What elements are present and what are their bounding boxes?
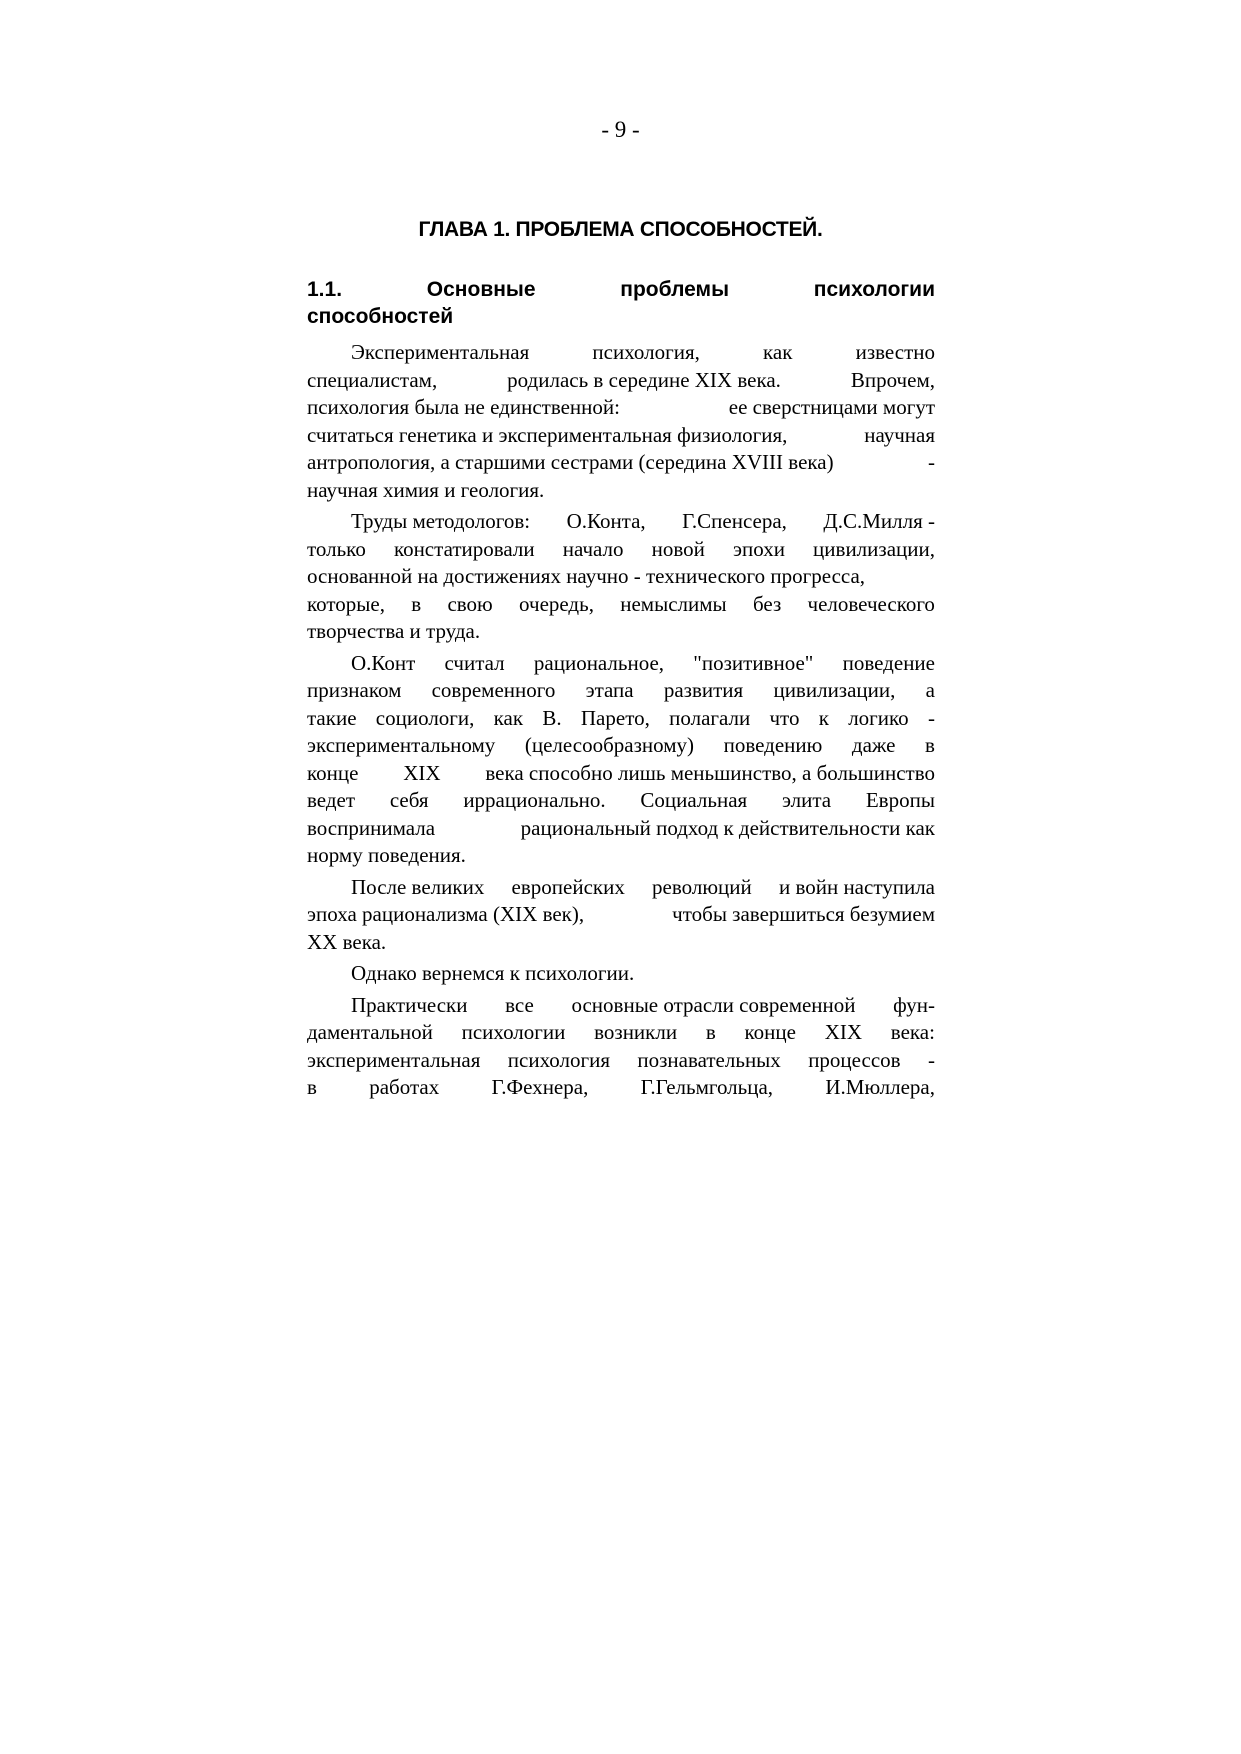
text-line — [307, 842, 935, 870]
text-segment: элита — [781, 788, 832, 812]
text-segment: немыслимы — [620, 591, 727, 616]
text-segment: научная — [864, 422, 935, 447]
text-segment: без — [752, 591, 782, 616]
text-segment: логико — [848, 705, 909, 730]
text-segment: к — [818, 705, 829, 730]
text-segment: европейских — [511, 874, 625, 899]
text-segment: XIX — [824, 1020, 863, 1044]
text-segment: в — [307, 1075, 317, 1099]
text-line — [307, 449, 935, 477]
text-segment: В. — [542, 705, 562, 730]
text-segment: О.Конта, — [566, 509, 646, 533]
section-heading-word: Основные — [426, 278, 536, 301]
text-segment: чтобы завершиться безумием — [672, 902, 935, 926]
text-segment: цивилизации, — [773, 678, 896, 702]
text-segment: эпохи — [732, 536, 785, 561]
text-segment: констатировали — [393, 536, 535, 561]
section-heading-line: способностей — [307, 305, 454, 328]
text-segment: - — [927, 1047, 935, 1072]
text-line — [307, 1019, 935, 1047]
text-segment: экспериментальная — [307, 1047, 481, 1072]
text-line — [307, 874, 935, 902]
text-segment: как — [493, 705, 524, 730]
text-line — [307, 339, 935, 367]
text-segment: психология — [507, 1047, 610, 1072]
text-segment: психология была не единственной: — [307, 395, 620, 419]
text-segment: революций — [652, 874, 752, 899]
text-line — [307, 1047, 935, 1075]
text-segment: Практически — [351, 992, 468, 1017]
text-segment: (целесообразному) — [524, 733, 694, 757]
body-text — [307, 339, 935, 1106]
text-segment: антропология, а старшими сестрами (середина XVIII века) — [307, 450, 834, 474]
text-segment: начало — [562, 536, 624, 561]
text-segment: рациональный подход к действительности как — [520, 815, 935, 840]
text-segment: основанной на достижениях научно - технического прогресса, — [307, 564, 866, 588]
text-segment: поведение — [842, 650, 935, 675]
text-line — [307, 536, 935, 564]
text-segment: научная химия и геология. — [307, 477, 545, 502]
text-line — [307, 815, 935, 843]
text-line — [307, 677, 935, 705]
text-line — [307, 787, 935, 815]
text-segment: и войн наступила — [778, 874, 935, 899]
text-segment: - — [927, 705, 935, 730]
text-segment: возникли — [594, 1020, 678, 1044]
section-number: 1.1. — [307, 278, 343, 301]
text-segment: Г.Гельмгольца, — [640, 1075, 774, 1099]
text-segment: только — [307, 536, 366, 561]
text-segment: Социальная — [640, 788, 748, 812]
text-segment: процессов — [808, 1047, 901, 1072]
text-line — [307, 394, 935, 422]
text-segment: И.Мюллера, — [825, 1075, 935, 1099]
text-line — [307, 650, 935, 678]
text-segment: основные отрасли современной — [571, 992, 856, 1017]
page-number: - 9 - — [601, 117, 640, 142]
section-heading-word: психологии — [813, 278, 935, 301]
text-segment: О.Конт — [351, 650, 416, 675]
text-segment: конце — [307, 760, 359, 785]
text-line — [307, 960, 935, 988]
text-segment: эпоха рационализма (XIX век), — [307, 902, 585, 926]
text-segment: Г.Спенсера, — [682, 509, 787, 533]
text-segment: даже — [851, 733, 896, 757]
text-segment: Парето, — [580, 705, 650, 730]
text-segment: современного — [431, 678, 556, 702]
text-line — [307, 929, 935, 957]
text-segment: как — [763, 340, 793, 364]
text-segment: а — [925, 678, 935, 702]
text-line — [307, 618, 935, 646]
text-segment: - — [928, 450, 935, 474]
chapter-title: ГЛАВА 1. ПРОБЛЕМА СПОСОБНОСТЕЙ. — [418, 218, 823, 241]
text-line — [307, 477, 935, 505]
text-line — [307, 367, 935, 395]
text-segment: рациональное, — [533, 650, 665, 675]
text-segment: века способно лишь меньшинство, а большинство — [485, 760, 935, 785]
text-segment: полагали — [669, 705, 751, 730]
text-segment: ее сверстницами могут — [728, 395, 935, 419]
section-heading-line — [307, 276, 935, 303]
text-segment: Европы — [865, 788, 935, 812]
text-segment: в — [411, 591, 422, 616]
text-line — [307, 705, 935, 733]
text-segment: психологии — [461, 1020, 566, 1044]
text-segment: познавательных — [637, 1047, 781, 1072]
text-segment: специалистам, — [307, 367, 438, 392]
text-segment: считал — [444, 650, 505, 675]
text-segment: Однако вернемся к психологии. — [351, 961, 635, 985]
text-segment: себя — [389, 788, 429, 812]
text-line — [307, 901, 935, 929]
text-segment: в — [925, 733, 935, 757]
text-segment: фун- — [893, 992, 935, 1017]
text-segment: социологи, — [375, 705, 475, 730]
text-segment: "позитивное" — [693, 650, 814, 675]
text-segment: этапа — [585, 678, 634, 702]
paragraph — [307, 339, 935, 504]
paragraph — [307, 508, 935, 646]
text-segment: свою — [447, 591, 493, 616]
text-segment: конце — [744, 1020, 796, 1044]
text-segment: родилась в середине XIX века. — [507, 367, 781, 392]
text-line — [307, 508, 935, 536]
text-segment: экспериментальному — [307, 733, 496, 757]
text-segment: признаком — [307, 678, 402, 702]
text-segment: даментальной — [307, 1020, 433, 1044]
section-heading-word: проблемы — [620, 278, 730, 301]
text-line — [307, 732, 935, 760]
section-heading — [307, 276, 935, 330]
text-segment: ведет — [307, 788, 356, 812]
text-segment: Д.С.Милля - — [823, 509, 935, 533]
text-segment: XX века. — [307, 929, 387, 954]
text-segment: поведению — [723, 733, 823, 757]
text-segment: новой — [651, 536, 705, 561]
text-segment: работах — [369, 1075, 440, 1099]
paragraph — [307, 650, 935, 870]
text-segment: человеческого — [807, 591, 935, 616]
text-segment: века: — [890, 1020, 935, 1044]
paragraph — [307, 874, 935, 957]
paragraph — [307, 960, 935, 988]
text-line — [307, 992, 935, 1020]
text-segment: иррационально. — [463, 788, 606, 812]
text-segment: известно — [855, 340, 935, 364]
text-line — [307, 591, 935, 619]
text-segment: Г.Фехнера, — [491, 1075, 589, 1099]
text-segment: воспринимала — [307, 815, 436, 840]
paragraph — [307, 992, 935, 1102]
text-segment: очередь, — [519, 591, 594, 616]
text-line — [307, 1074, 935, 1102]
text-segment: цивилизации, — [813, 536, 935, 561]
text-segment: Впрочем, — [850, 367, 935, 392]
text-segment: творчества и труда. — [307, 619, 481, 643]
text-segment: Труды методологов: — [351, 509, 531, 533]
text-segment: норму поведения. — [307, 843, 466, 867]
text-segment: XIX — [403, 760, 441, 785]
text-segment: которые, — [307, 591, 385, 616]
text-segment: что — [769, 705, 800, 730]
text-line — [307, 760, 935, 788]
text-segment: считаться генетика и экспериментальная физиология, — [307, 422, 788, 447]
text-line — [307, 422, 935, 450]
text-line — [307, 563, 935, 591]
text-segment: все — [505, 992, 534, 1017]
text-segment: Экспериментальная — [351, 340, 530, 364]
text-segment: в — [705, 1020, 716, 1044]
text-segment: такие — [307, 705, 357, 730]
text-segment: После великих — [351, 874, 485, 899]
text-segment: психология, — [592, 340, 700, 364]
text-segment: развития — [663, 678, 744, 702]
